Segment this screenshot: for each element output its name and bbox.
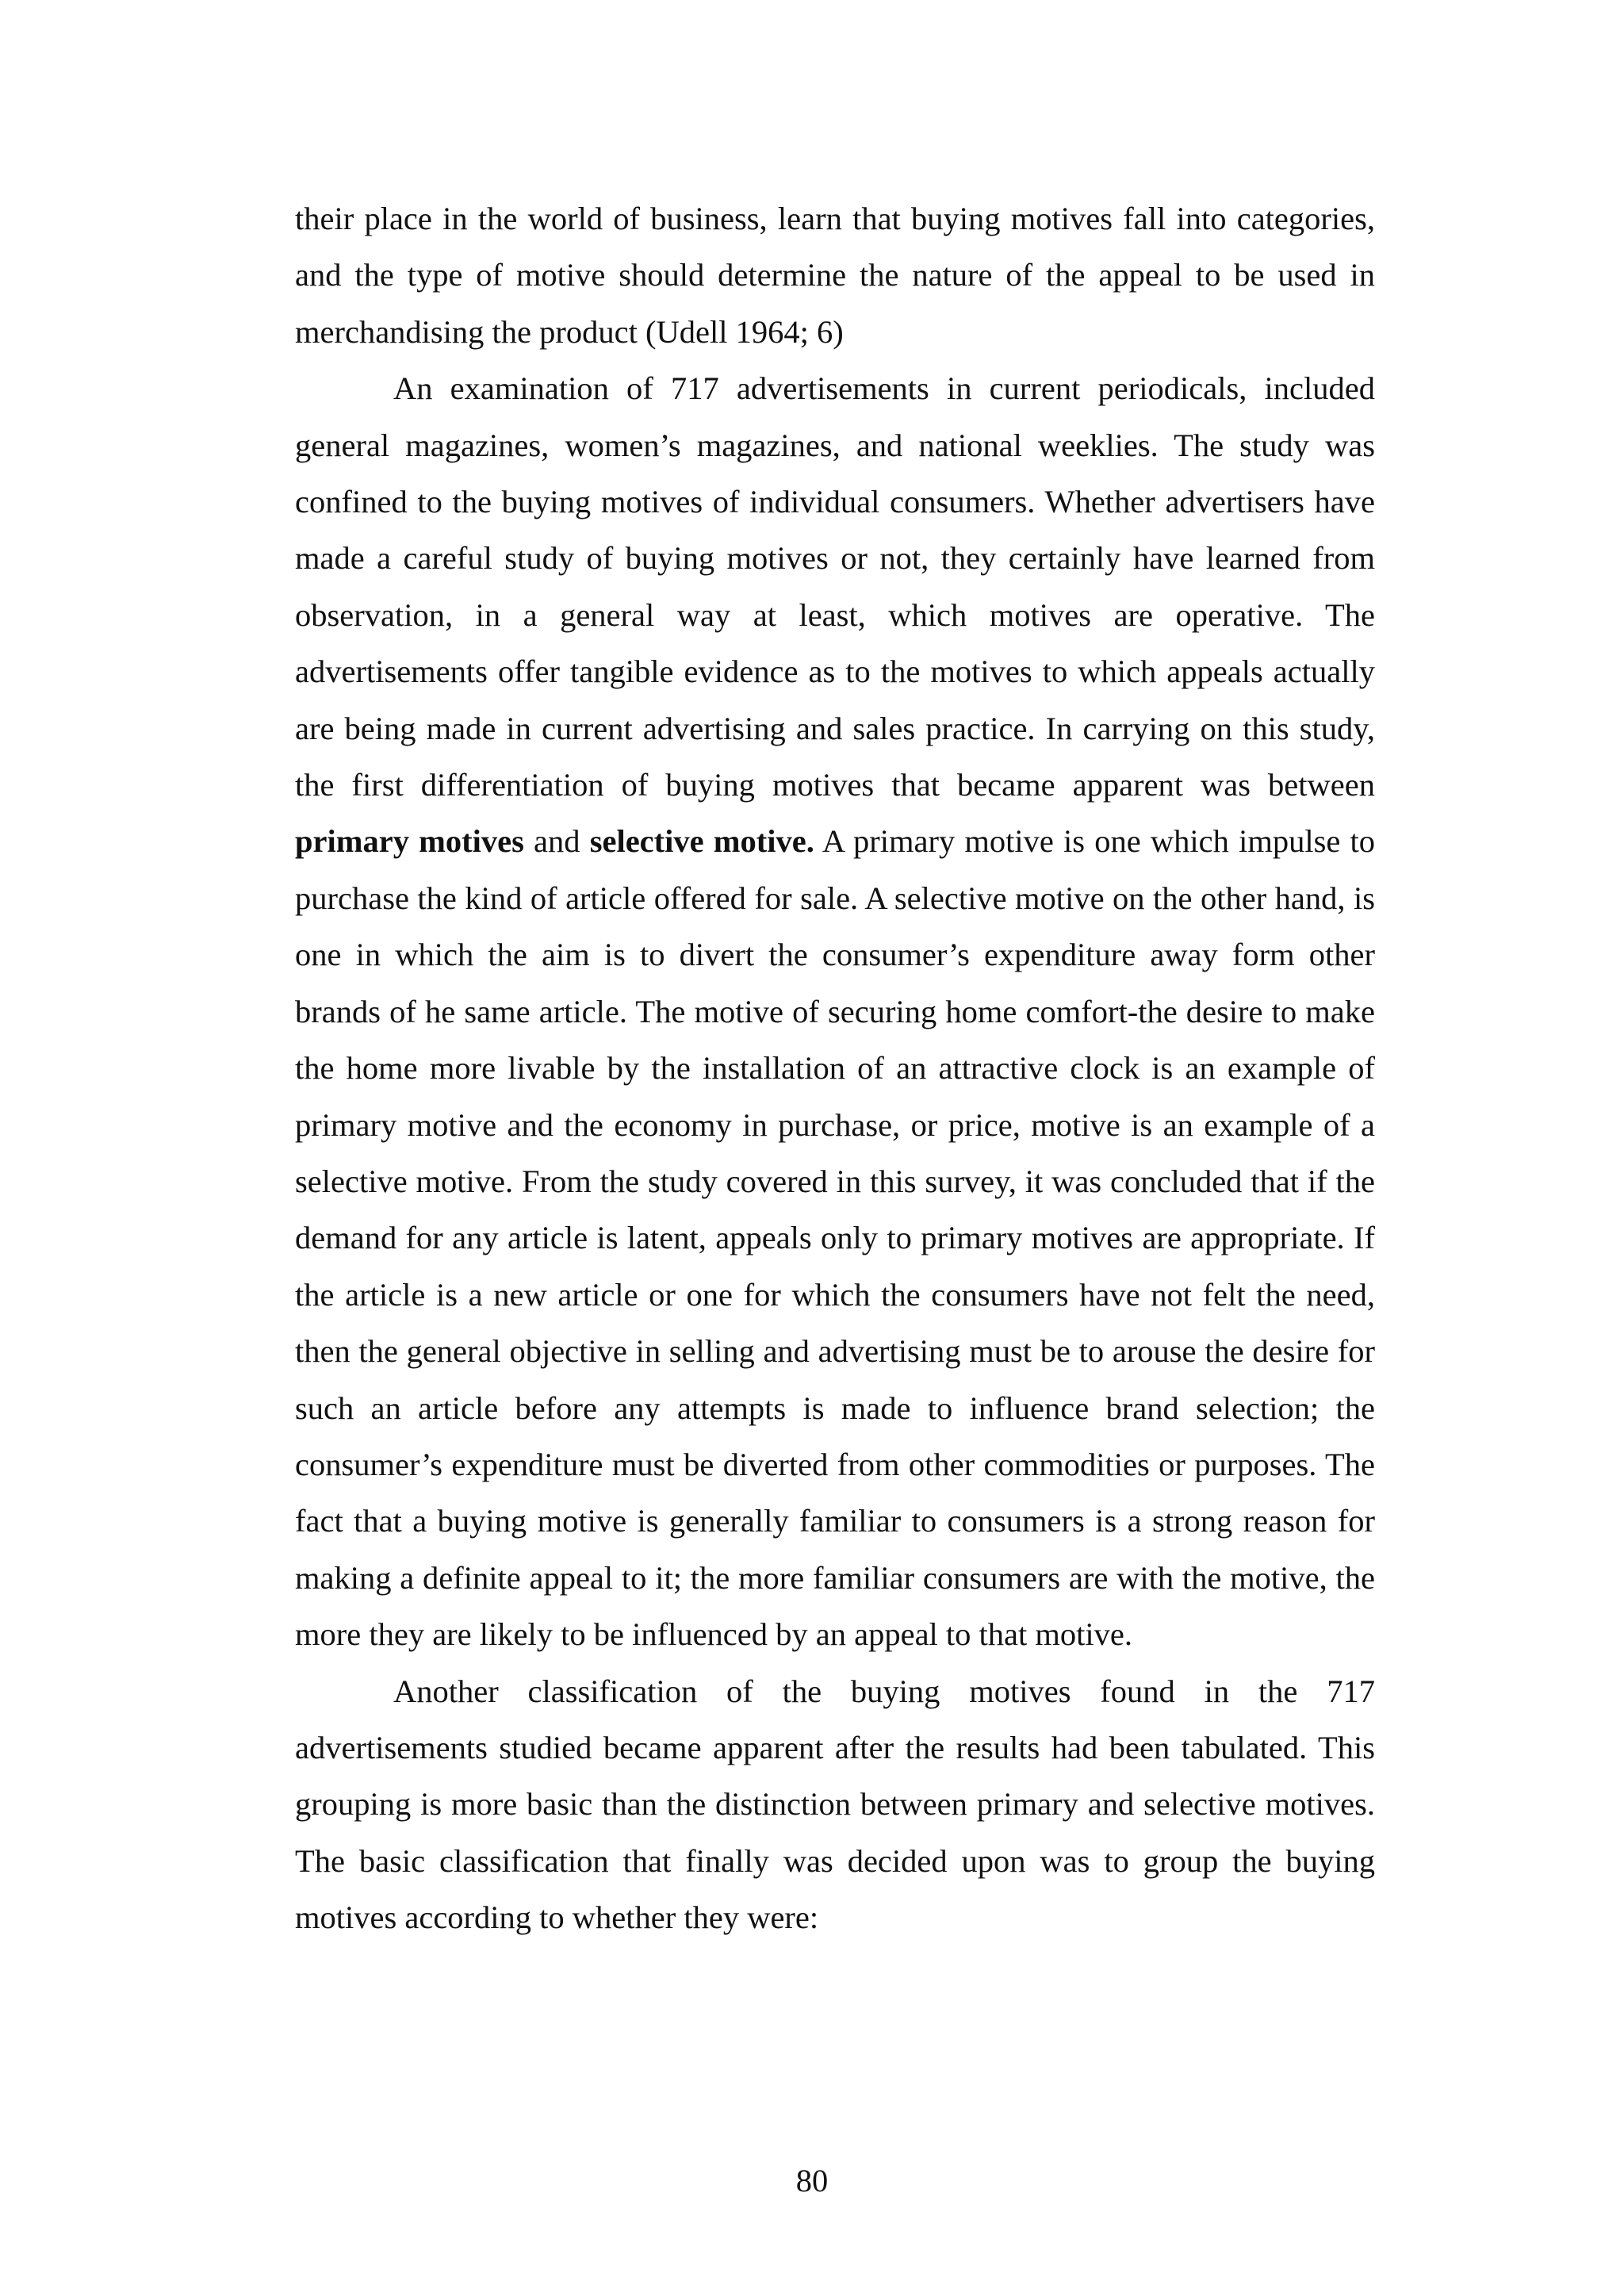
paragraph-text-segment: An examination of 717 advertisements in current periodicals, included general magazines, women’s magazines, and national weeklies. The study was confined to the buying motives of individual consumers. Whether advertisers have made a careful study of buying motives or not, they certainly have learned from observation, in a general way at least, which motives are operative. The advertisements offer tangible evidence as to the motives to which appeals actually are being made in current advertising and sales practice. In carrying on this study, the first differentiation of buying motives that became apparent was between [295,370,1375,803]
page-number: 80 [795,2163,829,2198]
paragraph-classification: Another classification of the buying motives found in the 717 advertisements studied became apparent after the results had been tabulated. This grouping is more basic than the distinction between primary and selective motives. The basic classification that finally was decided upon was to group the buying motives according to whether they were: [295,1673,1375,1936]
paragraph-text-segment: A primary motive is one which impulse to purchase the kind of article offered for sale. A selective motive on the other hand, is one in which the aim is to divert the consumer’s expenditure away form other brands of he same article. The motive of securing home comfort-the desire to make the home more livable by the installation of an attractive clock is an example of primary motive and the economy in purchase, or price, motive is an example of a selective motive. From the study covered in this survey, it was concluded that if the demand for any article is latent, appeals only to primary motives are appropriate. If the article is a new article or one for which the consumers have not felt the need, then the general objective in selling and advertising must be to arouse the desire for such an article before any attempts is made to influence brand selection; the consumer’s expenditure must be diverted from other commodities or purposes. The fact that a buying motive is generally familiar to consumers is a strong reason for making a definite appeal to it; the more familiar consumers are with the motive, the more they are likely to be influenced by an appeal to that motive. [295,823,1375,1653]
paragraph-advertisement-study [295,360,1375,1662]
paragraph-continuation: their place in the world of business, learn that buying motives fall into categories, and the type of motive should determine the nature of the appeal to be used in merchandising the product (Udell 1964; 6) [295,201,1375,350]
bold-term-primary-motives: primary motives [295,823,524,860]
bold-term-selective-motive: selective motive. [589,823,814,860]
body-text [295,190,1375,1946]
paragraph-text-segment: and [523,823,590,860]
